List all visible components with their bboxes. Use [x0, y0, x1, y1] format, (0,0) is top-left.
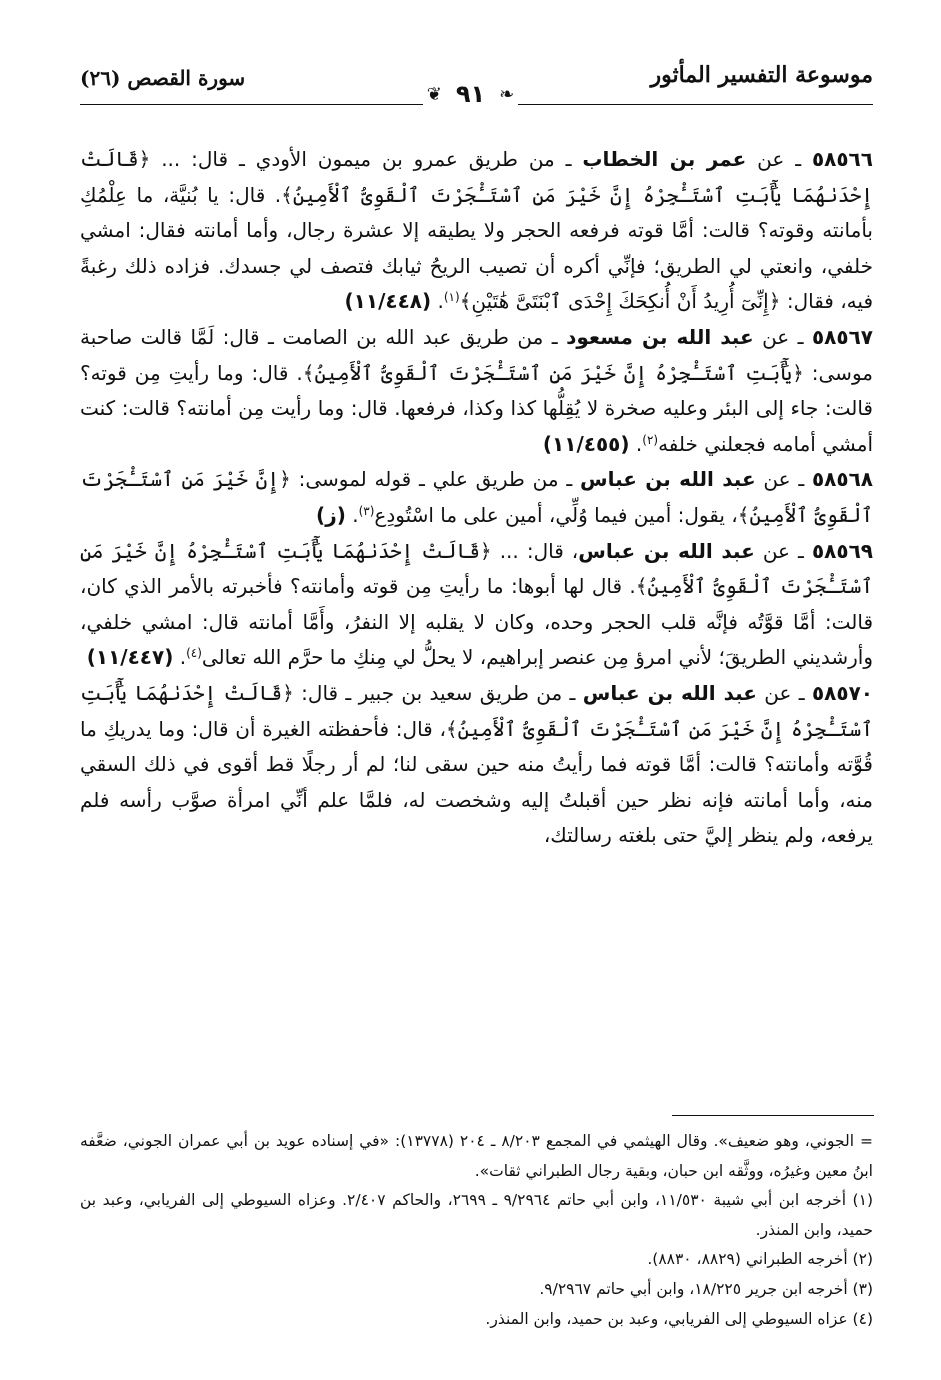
narration-text: ـ من طريق سعيد بن جبير ـ قال:: [293, 680, 583, 705]
footnote-1: (١) أخرجه ابن أبي شيبة ١١/٥٣٠، وابن أبي حاتم ٩/٢٩٦٤ ـ ٢٦٩٩، والحاكم ٢/٤٠٧. وعزاه السيوطي إلى الفريابي، وعبد بن حميد، وابن المنذر.: [80, 1191, 873, 1239]
quran-quote: ﴿إِنِّىٓ أُرِيدُ أَنْ أُنكِحَكَ إِحْدَى ٱبْنَتَىَّ هَٰتَيْنِ﴾: [459, 289, 781, 314]
narration-text: ـ من طريق عمرو بن ميمون الأودي ـ قال: ...: [150, 147, 583, 171]
narration-text: ـ من طريق علي ـ قوله لموسى:: [290, 467, 580, 492]
narration-entry: [80, 534, 873, 676]
narration-text: .: [345, 502, 359, 527]
running-header-book-title: موسوعة التفسير المأثور: [650, 62, 873, 88]
narration-text: .: [629, 431, 643, 456]
narrator-name: عبد الله بن عباس: [578, 538, 755, 563]
main-text: [80, 142, 873, 854]
narration-text: ـ من طريق عبد الله بن الصامت ـ قال: لَمَّا قالت صاحبة موسى:: [80, 324, 873, 385]
volume-reference: (١١/٤٤٧): [86, 645, 174, 670]
footnote-marker[interactable]: (٣): [358, 503, 375, 518]
narration-number: ٥٨٥٦٩: [811, 538, 874, 563]
narrator-name: عبد الله بن عباس: [582, 680, 757, 705]
narration-number: ٥٨٥٦٨: [811, 467, 873, 492]
volume-reference: (ز): [316, 502, 346, 527]
narration-text: ، قال: ...: [491, 538, 579, 563]
volume-reference: (١١/٤٥٥): [542, 431, 630, 456]
quran-quote: ﴿قَالَتْ إِحْدَىٰهُمَا يَٰٓأَبَتِ ٱسْتَـْٔجِرْهُ إِنَّ خَيْرَ مَنِ ٱسْتَـْٔجَرْتَ ٱلْقَوِىُّ ٱلْأَمِينُ﴾: [80, 538, 874, 599]
narration-text: . قال لها أبوها: ما رأيتِ مِن قوته وأمانته؟ فأخبرته بالأمر الذي كان، قالت: أمَّا قوَّتُه فإنَّه قلب الحجر وحده، وكان لا يقلبه إلا النفرُ، وأَمَّا أمانته قال: امشي خلفي، وأرشديني الطريقَ؛ لأني امرؤ مِن عنصر إبراهيم، لا يحلُّ لي مِنكِ ما حرَّم الله تعالى: [80, 574, 873, 670]
footnote-marker[interactable]: (٢): [642, 432, 659, 447]
narration-lead: ـ عن: [753, 324, 812, 349]
footnote-3: (٣) أخرجه ابن جرير ١٨/٢٢٥، وابن أبي حاتم ٩/٢٩٦٧.: [539, 1279, 873, 1298]
narration-number: ٥٨٥٧٠: [811, 680, 874, 705]
footnote-marker[interactable]: (٤): [186, 646, 202, 661]
ornament-left-icon: ❦: [423, 84, 446, 105]
narration-entry: [80, 462, 873, 533]
footnote-continuation: = الجوني، وهو ضعيف». وقال الهيثمي في المجمع ٨/٢٠٣ ـ ٢٠٤ (١٣٧٧٨): «في إسناده عويد بن أبي عمران الجوني، ضعَّفه ابنُ معين وغيرُه، ووثَّقه ابن حبان، وبقية رجال الطبراني ثقات».: [80, 1132, 873, 1180]
narration-text: . قال: وما رأيتِ مِن قوته؟ قالت: جاء إلى البئر وعليه صخرة لا يُقِلُّها كذا وكذا، فرفعها. قال: وما رأيت مِن أمانته؟ قالت: كنت أمشي أمامه فجعلني خلفه: [80, 360, 873, 456]
narration-text: ، يقول: أمين فيما وُلِّي، أمين على ما اسْتُودِع: [374, 502, 738, 527]
ornament-right-icon: ❧: [495, 84, 518, 105]
narration-lead: ـ عن: [754, 538, 812, 563]
footnote-2: (٢) أخرجه الطبراني (٨٨٢٩، ٨٨٣٠).: [647, 1250, 873, 1269]
footnotes: [80, 1127, 873, 1334]
footnote-separator: [672, 1115, 874, 1116]
page-number: ٩١: [446, 80, 495, 108]
narration-text: ، قال: فأحفظته الغيرة أن قال: وما يدريكِ ما قُوَّته وأمانته؟ قالت: أمَّا قوته فما رأيتُ منه حين سقى لنا؛ لم أر رجلًا قط أقوى في ذلك السقي منه، وأما أمانته فإنه نظر حين أقبلتُ إليه وشخصت له، فلمَّا علم أنِّي امرأة صوَّب رأسه فلم يرفعه، ولم ينظر إليَّ حتى بلغته رسالتك،: [80, 716, 873, 848]
narration-number: ٥٨٥٦٧: [811, 324, 874, 349]
narration-lead: ـ عن: [746, 147, 812, 171]
narrator-name: عبد الله بن عباس: [579, 467, 756, 492]
narration-entry: [80, 676, 873, 854]
narrator-name: عمر بن الخطاب: [582, 147, 747, 171]
quran-quote: ﴿قَالَتْ إِحْدَىٰهُمَا يَٰٓأَبَتِ ٱسْتَـْٔجِرْهُ إِنَّ خَيْرَ مَنِ ٱسْتَـْٔجَرْتَ ٱلْقَوِىُّ ٱلْأَمِينُ﴾: [80, 680, 873, 741]
footnote-4: (٤) عزاه السيوطي إلى الفريابي، وعبد بن حميد، وابن المنذر.: [485, 1309, 873, 1328]
quran-quote: ﴿إِنَّ خَيْرَ مَنِ ٱسْتَـْٔجَرْتَ ٱلْقَوِىُّ ٱلْأَمِينُ﴾: [80, 467, 873, 527]
narration-number: ٥٨٥٦٦: [811, 147, 873, 171]
narrator-name: عبد الله بن مسعود: [566, 324, 754, 349]
narration-entry: [80, 320, 873, 462]
narration-entry: [80, 142, 873, 320]
narration-lead: ـ عن: [756, 680, 812, 705]
narration-text: .: [173, 645, 187, 670]
narration-lead: ـ عن: [755, 467, 812, 492]
quran-quote: ﴿يَٰٓأَبَتِ ٱسْتَـْٔجِرْهُ إِنَّ خَيْرَ مَنِ ٱسْتَـْٔجَرْتَ ٱلْقَوِىُّ ٱلْأَمِينُ﴾: [302, 360, 804, 385]
volume-reference: (١١/٤٤٨): [344, 289, 432, 314]
page-number-block: [0, 80, 941, 108]
footnote-marker[interactable]: (١): [443, 290, 460, 305]
narration-text: .: [431, 289, 444, 314]
running-header-surah: سورة القصص (٢٦): [80, 66, 246, 90]
narration-text: . قال: يا بُنيَّة، ما عِلْمُكِ بأمانته وقوته؟ قالت: أمَّا قوته فرفعه الحجر ولا يطيقه إلا عشرة رجال، وأما أمانته فقال: امشي خلفي، وانعتي لي الطريق؛ فإنِّي أكره أن تصيب الريحُ ثيابك فتصف لي جسدك. فزاده ذلك رغبةً فيه، فقال:: [80, 182, 873, 314]
quran-quote: ﴿قَالَتْ إِحْدَىٰهُمَا يَٰٓأَبَتِ ٱسْتَـْٔجِرْهُ إِنَّ خَيْرَ مَنِ ٱسْتَـْٔجَرْتَ ٱلْقَوِىُّ ٱلْأَمِينُ﴾: [80, 147, 874, 207]
